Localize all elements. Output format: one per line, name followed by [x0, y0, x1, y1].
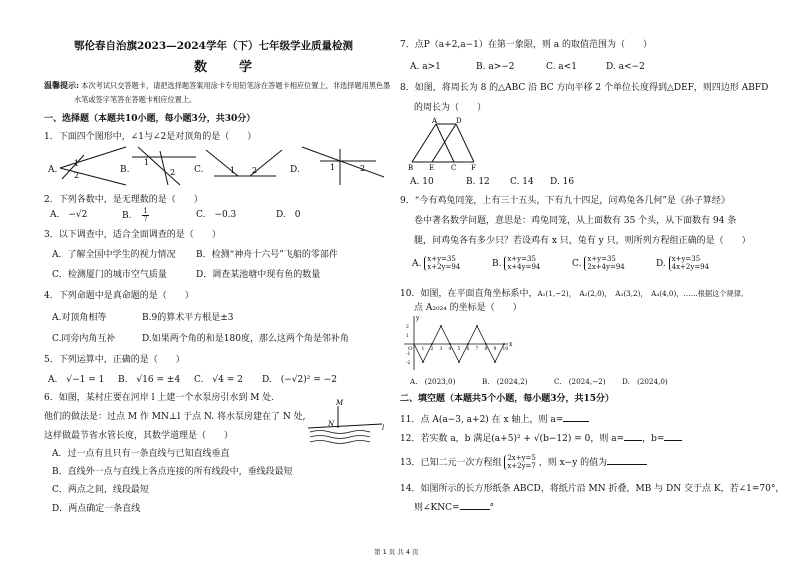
- q12-text: 12．若实数 a，b 满足(a+5)² + √(b−12) = 0，则 a=: [400, 434, 625, 444]
- point-a7: [476, 325, 478, 327]
- q3-option-d[interactable]: D．调查某池塘中现有鱼的数量: [196, 270, 321, 280]
- q9-option-b-system: [504, 256, 540, 271]
- q9-option-c-label: C.: [572, 259, 582, 270]
- q9-line-3: 腿，问鸡兔各有多少只？若设鸡有 x 只，兔有 y 只，则所列方程组正确的是（ ）: [414, 236, 751, 246]
- q5-option-b[interactable]: B. √16 = ±4: [118, 375, 181, 385]
- tip-line-2: 水笔或签字笔答在答题卡相应位置上。: [74, 95, 197, 104]
- q11-answer-blank[interactable]: [563, 421, 589, 422]
- q14-answer-blank[interactable]: [460, 509, 490, 510]
- q3-option-a[interactable]: A．了解全国中学生的视力情况: [52, 250, 176, 260]
- q4-option-b[interactable]: B.9的算术平方根是±3: [142, 313, 234, 323]
- svg-text:2: 2: [360, 164, 366, 173]
- q8-line-1: 8．如图，将周长为 8 的△ABC 沿 BC 方向平移 2 个单位长度得到△DEF，则四边形 ABFD: [400, 83, 769, 93]
- tip-text-1: 本次考试只交答题卡，请把选择题答案用涂卡专用铅笔涂在答题卡相应位置上，非选择题用黑色墨: [81, 81, 391, 90]
- q14-text: 则∠KNC=: [414, 503, 460, 513]
- q9-option-d-system: [669, 256, 709, 271]
- q8-line-2: 的周长为（ ）: [414, 103, 487, 113]
- q10-line-1-text: 10．如图，在平面直角坐标系中，: [400, 289, 538, 299]
- q2-fraction: [142, 208, 148, 223]
- svg-text:2: 2: [74, 171, 80, 180]
- q1-option-a[interactable]: A.: [48, 165, 58, 175]
- subject-title: 数 学: [194, 60, 255, 75]
- q8-triangle-figure: [408, 118, 478, 170]
- x-tick-3: 3: [439, 347, 443, 352]
- q9-c-eq1: x+y=35: [587, 255, 616, 263]
- q11: [400, 415, 589, 426]
- tip-line-1: [44, 80, 390, 90]
- q8-label-b: B: [408, 164, 414, 172]
- x-tick-2: 2: [430, 347, 434, 352]
- q9-d-eq1: x+y=35: [671, 255, 701, 263]
- point-a9: [494, 361, 496, 363]
- q8-label-a: A: [432, 117, 438, 125]
- q3-stem: 3．以下调查中，适合全面调查的是（ ）: [44, 230, 221, 240]
- x-tick-1: 1: [421, 347, 425, 352]
- q1-option-c[interactable]: C.: [194, 165, 204, 175]
- q3-option-b[interactable]: B．检测“神舟十六号”飞船的零部件: [196, 250, 338, 260]
- q2-option-a[interactable]: A. −√2: [50, 210, 88, 220]
- q13-answer-blank[interactable]: [607, 464, 647, 465]
- x-tick-9: 9: [493, 347, 497, 352]
- q13-eq1: 2x+y=5: [507, 454, 536, 462]
- q5-stem: 5．下列运算中，正确的是（ ）: [44, 355, 185, 365]
- section-1-title: 一、选择题（本题共10小题，每小题3分，共30分）: [44, 114, 256, 124]
- q10-option-b[interactable]: B. (2024,2): [482, 377, 528, 386]
- q8-label-f: F: [471, 164, 476, 172]
- point-a1: [422, 361, 424, 363]
- q12-answer-b-blank[interactable]: [664, 440, 682, 441]
- q9-b-eq1: x+y=35: [507, 255, 536, 263]
- q6-option-d[interactable]: D．两点确定一条直线: [52, 504, 141, 514]
- q10-points: A₁(1,−2)， A₂(2,0)， A₃(3,2)， A₄(4,0)，……根据这个规律,: [537, 289, 744, 298]
- q6-line-2: 他们的做法是：过点 M 作 MN⊥l 于点 N. 将水泵房建在了 N 处,: [44, 412, 306, 422]
- svg-text:1: 1: [230, 166, 236, 175]
- point-a5: [458, 361, 460, 363]
- q4-stem: 4．下列命题中是真命题的是（ ）: [44, 291, 194, 301]
- q12: [400, 434, 682, 445]
- q4-option-c[interactable]: C.同旁内角互补: [52, 334, 116, 344]
- q5-option-c[interactable]: C. √4 = 2: [194, 375, 243, 385]
- q14-degree: °: [489, 503, 495, 513]
- svg-text:1: 1: [330, 163, 336, 172]
- svg-text:2: 2: [170, 168, 176, 177]
- q1-stem: 1．下面四个图形中，∠1与∠2是对顶角的是（ ）: [44, 132, 257, 142]
- x-tick-4: 4: [448, 347, 452, 352]
- point-a2: [431, 343, 433, 345]
- page-footer: 第 1 页 共 4 页: [374, 548, 419, 556]
- q14-line-1: 14．如图所示的长方形纸条 ABCD，将纸片沿 MN 折叠，MB 与 DN 交于点 K，若∠1=70°，: [400, 484, 785, 494]
- q7-option-b[interactable]: B. a>−2: [476, 62, 515, 72]
- q13-pre: 13．已知二元一次方程组: [400, 458, 502, 469]
- point-a10: [503, 343, 505, 345]
- y-tick-2: 2: [406, 325, 409, 330]
- q6-option-c[interactable]: C．两点之间，线段最短: [52, 485, 149, 495]
- q10-option-d[interactable]: D. (2024,0): [622, 377, 668, 386]
- q9-b-eq2: x+4y=94: [507, 262, 541, 271]
- q4-option-d[interactable]: D.如果两个角的和是180度，那么这两个角是邻补角: [142, 334, 349, 344]
- x-tick-6: 6: [466, 347, 470, 352]
- svg-text:2: 2: [252, 166, 258, 175]
- q12-mid: ，b=: [642, 434, 665, 444]
- q9-option-b[interactable]: [492, 256, 540, 271]
- q3-option-c[interactable]: C．检测厦门的城市空气质量: [52, 270, 167, 280]
- q6-line-3: 这样做最节省水管长度，其数学道理是（ ）: [44, 431, 234, 441]
- point-a3: [440, 325, 442, 327]
- q5-option-a[interactable]: A. √−1 = 1: [48, 375, 105, 385]
- origin-label: O: [408, 346, 413, 352]
- y-tick--1: -1: [406, 352, 411, 357]
- q2-option-d[interactable]: D. 0: [276, 210, 301, 220]
- q8-option-a[interactable]: A. 10: [410, 177, 434, 187]
- q13-eq2: x+2y=7: [507, 461, 536, 470]
- q9-option-d-label: D.: [656, 259, 666, 270]
- q6-line-1: 6．如图，某村庄要在河岸 l 上建一个水泵房引水到 M 处.: [44, 393, 275, 403]
- x-tick-8: 8: [484, 347, 488, 352]
- q11-text: 11．点 A(a−3, a+2) 在 x 轴上，则 a=: [400, 415, 564, 425]
- x-axis-label: x: [509, 341, 513, 348]
- q2-option-b[interactable]: [122, 208, 149, 223]
- q8-label-c: C: [451, 164, 457, 172]
- q9-option-c-system: [584, 256, 624, 271]
- q10-coordinate-plot: [404, 314, 514, 372]
- q7-stem: 7．点P（a+2,a−1）在第一象限，则 a 的取值范围为（ ）: [400, 40, 652, 50]
- q6-label-n: N: [328, 420, 335, 428]
- tip-label: 温馨提示:: [44, 80, 79, 90]
- q2-option-b-label: B.: [122, 211, 132, 221]
- q1-option-b[interactable]: B.: [120, 165, 130, 175]
- point-a8: [485, 343, 487, 345]
- q9-line-2: 卷中著名数学问题，意思是：鸡兔同笼，从上面数有 35 个头，从下面数有 94 条: [414, 216, 737, 226]
- y-tick-1: 1: [406, 334, 409, 339]
- q4-option-a[interactable]: A.对顶角相等: [52, 313, 107, 323]
- q9-option-b-label: B.: [492, 259, 502, 270]
- q10-line-2: 点 A₂₀₂₄ 的坐标是（ ）: [414, 303, 522, 313]
- q9-option-a-system: [424, 256, 460, 271]
- q8-label-e: E: [429, 164, 435, 172]
- q2-fraction-num: 1: [143, 207, 148, 215]
- q6-label-l: l: [382, 424, 385, 432]
- q2-option-c[interactable]: C. −0.3: [196, 210, 237, 220]
- point-a6: [467, 343, 469, 345]
- q13-post: ，则 x−y 的值为: [538, 458, 608, 469]
- q7-option-a[interactable]: A. a>1: [410, 62, 441, 72]
- q10-option-a[interactable]: A. (2023,0): [410, 377, 456, 386]
- q2-fraction-den: 7: [143, 215, 148, 223]
- q1-figure-a: [58, 145, 128, 187]
- y-tick--2: -2: [406, 361, 411, 366]
- exam-title: 鄂伦春自治旗2023—2024学年（下）七年级学业质量检测: [74, 40, 353, 52]
- q5-option-d[interactable]: D. (−√2)² = −2: [262, 375, 337, 385]
- q8-label-d: D: [456, 117, 462, 125]
- q1-figure-d: [300, 145, 386, 187]
- q8-option-b[interactable]: B. 12: [466, 177, 490, 187]
- svg-text:1: 1: [144, 158, 150, 167]
- q9-option-a-label: A.: [412, 259, 422, 270]
- x-tick-7: 7: [475, 347, 479, 352]
- q9-d-eq2: 4x+2y=94: [671, 262, 710, 271]
- q7-option-d[interactable]: D. a<−2: [606, 62, 645, 72]
- q6-option-b[interactable]: B．直线外一点与直线上各点连接的所有线段中，垂线段最短: [52, 467, 293, 477]
- q9-line-1: 9．“今有鸡兔同笼，上有三十五头，下有九十四足，问鸡兔各几何”是《孙子算经》: [400, 196, 730, 206]
- q9-option-a[interactable]: [412, 256, 460, 271]
- y-axis-label: y: [416, 315, 420, 322]
- point-a4: [449, 343, 451, 345]
- q8-option-d[interactable]: D. 16: [550, 177, 575, 187]
- q8-option-c[interactable]: C. 14: [510, 177, 534, 187]
- q6-option-a[interactable]: A．过一点有且只有一条直线与已知直线垂直: [52, 449, 230, 459]
- x-tick-10: 10: [502, 347, 509, 352]
- q9-option-c[interactable]: [572, 256, 625, 271]
- q10-line-1: [400, 289, 743, 300]
- q13-system: [504, 455, 536, 470]
- q7-option-c[interactable]: C. a<1: [546, 62, 577, 72]
- x-tick-5: 5: [457, 347, 461, 352]
- q1-figure-c: [204, 148, 284, 184]
- svg-text:1: 1: [74, 159, 80, 168]
- q6-label-m: M: [336, 399, 344, 407]
- q14-line-2: [414, 503, 494, 514]
- q9-c-eq2: 2x+4y=94: [587, 262, 625, 271]
- q10-option-c[interactable]: C. (2024,−2): [554, 377, 606, 386]
- q9-option-d[interactable]: [656, 256, 709, 271]
- q9-a-eq1: x+y=35: [427, 255, 456, 263]
- q2-stem: 2．下列各数中，是无理数的是（ ）: [44, 195, 203, 205]
- q6-river-figure: [306, 398, 386, 444]
- q12-answer-a-blank[interactable]: [624, 440, 642, 441]
- q13: [400, 455, 647, 470]
- q1-figure-b: [130, 145, 198, 187]
- q1-option-d[interactable]: D.: [290, 165, 300, 175]
- q9-a-eq2: x+2y=94: [427, 262, 461, 271]
- section-2-title: 二、填空题（本题共5个小题，每小题3分，共15分）: [400, 394, 615, 404]
